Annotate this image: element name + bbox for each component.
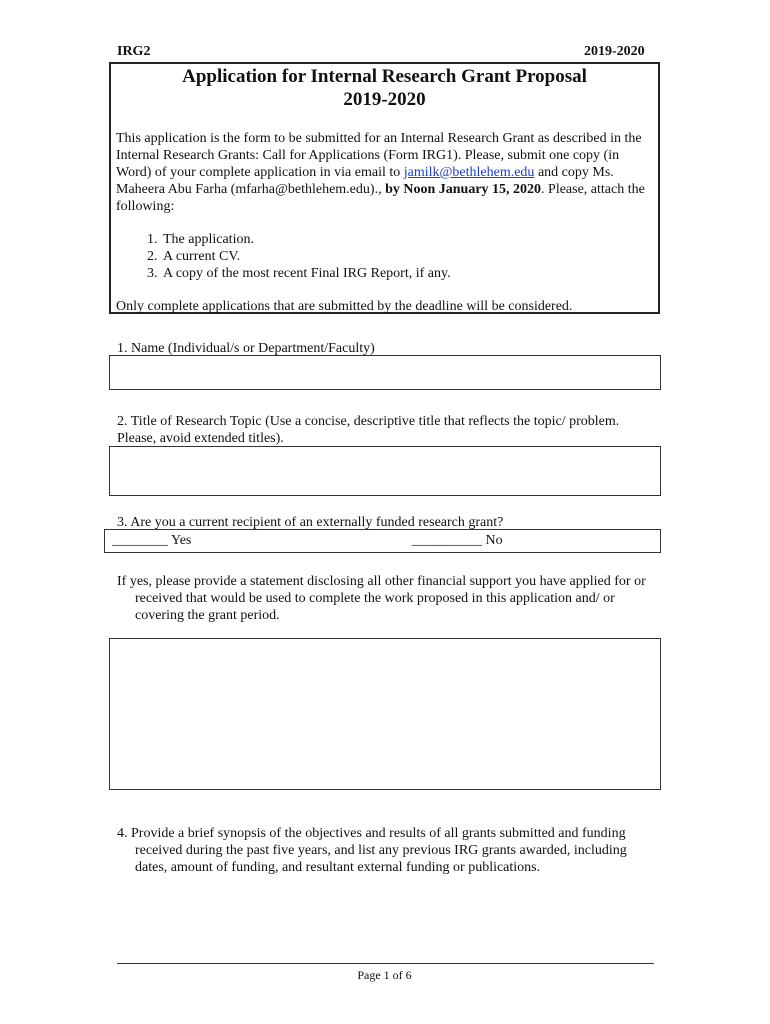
q4-label: 4. Provide a brief synopsis of the objectives and results of all grants submitted and funding received during the past five years, and list any previous IRG grants awarded, including dates, amount of funding, and resultant external funding or publications. <box>117 826 627 875</box>
q3-followup-text: If yes, please provide a statement disclosing all other financial support you have applied for or received that would be used to complete the work proposed in this application and/ or covering the grant period. <box>117 574 646 623</box>
research-title-field[interactable] <box>109 446 661 496</box>
form-title: Application for Internal Research Grant Proposal <box>182 66 587 87</box>
no-label: No <box>485 533 503 548</box>
intro-text-part3: . Please, attach the following: <box>116 182 645 214</box>
financial-support-field[interactable] <box>109 638 661 790</box>
q2-label: 2. Title of Research Topic (Use a concise, descriptive title that reflects the topic/ problem. Please, avoid extended titles). <box>117 414 620 446</box>
list-item: 2. A current CV. <box>161 248 637 265</box>
attachment-list <box>117 231 637 282</box>
deadline-text: by Noon January 15, 2020 <box>385 182 542 197</box>
list-item: 3. A copy of the most recent Final IRG Report, if any. <box>161 265 637 282</box>
header-year: 2019-2020 <box>584 44 645 59</box>
header-form-code: IRG2 <box>117 44 151 59</box>
form-title-year: 2019-2020 <box>343 89 426 110</box>
q3-label: 3. Are you a current recipient of an externally funded research grant? <box>117 515 504 530</box>
no-blank: __________ <box>412 533 482 548</box>
name-field[interactable] <box>109 355 661 390</box>
email-link[interactable]: jamilk@bethlehem.edu <box>403 165 535 180</box>
footer-rule <box>117 963 654 964</box>
no-option[interactable] <box>412 532 503 549</box>
intro-paragraph <box>116 130 656 215</box>
intro-text-part1: This application is the form to be submitted for an Internal Research Grant as described in the Internal Research Grants: Call for Applications (Form IRG1). Please, submit one copy (in Word) of your complete application in via email to <box>116 131 642 180</box>
yes-option[interactable] <box>112 532 191 549</box>
yes-blank: ________ <box>112 533 168 548</box>
page-number: Page 1 of 6 <box>357 968 412 982</box>
list-item: 1. The application. <box>161 231 637 248</box>
q1-label: 1. Name (Individual/s or Department/Faculty) <box>117 341 375 356</box>
intro-text-part2: and copy Ms. Maheera Abu Farha (mfarha@bethlehem.edu)., <box>116 165 614 197</box>
yes-label: Yes <box>170 533 192 548</box>
closing-note: Only complete applications that are submitted by the deadline will be considered. <box>116 299 573 314</box>
